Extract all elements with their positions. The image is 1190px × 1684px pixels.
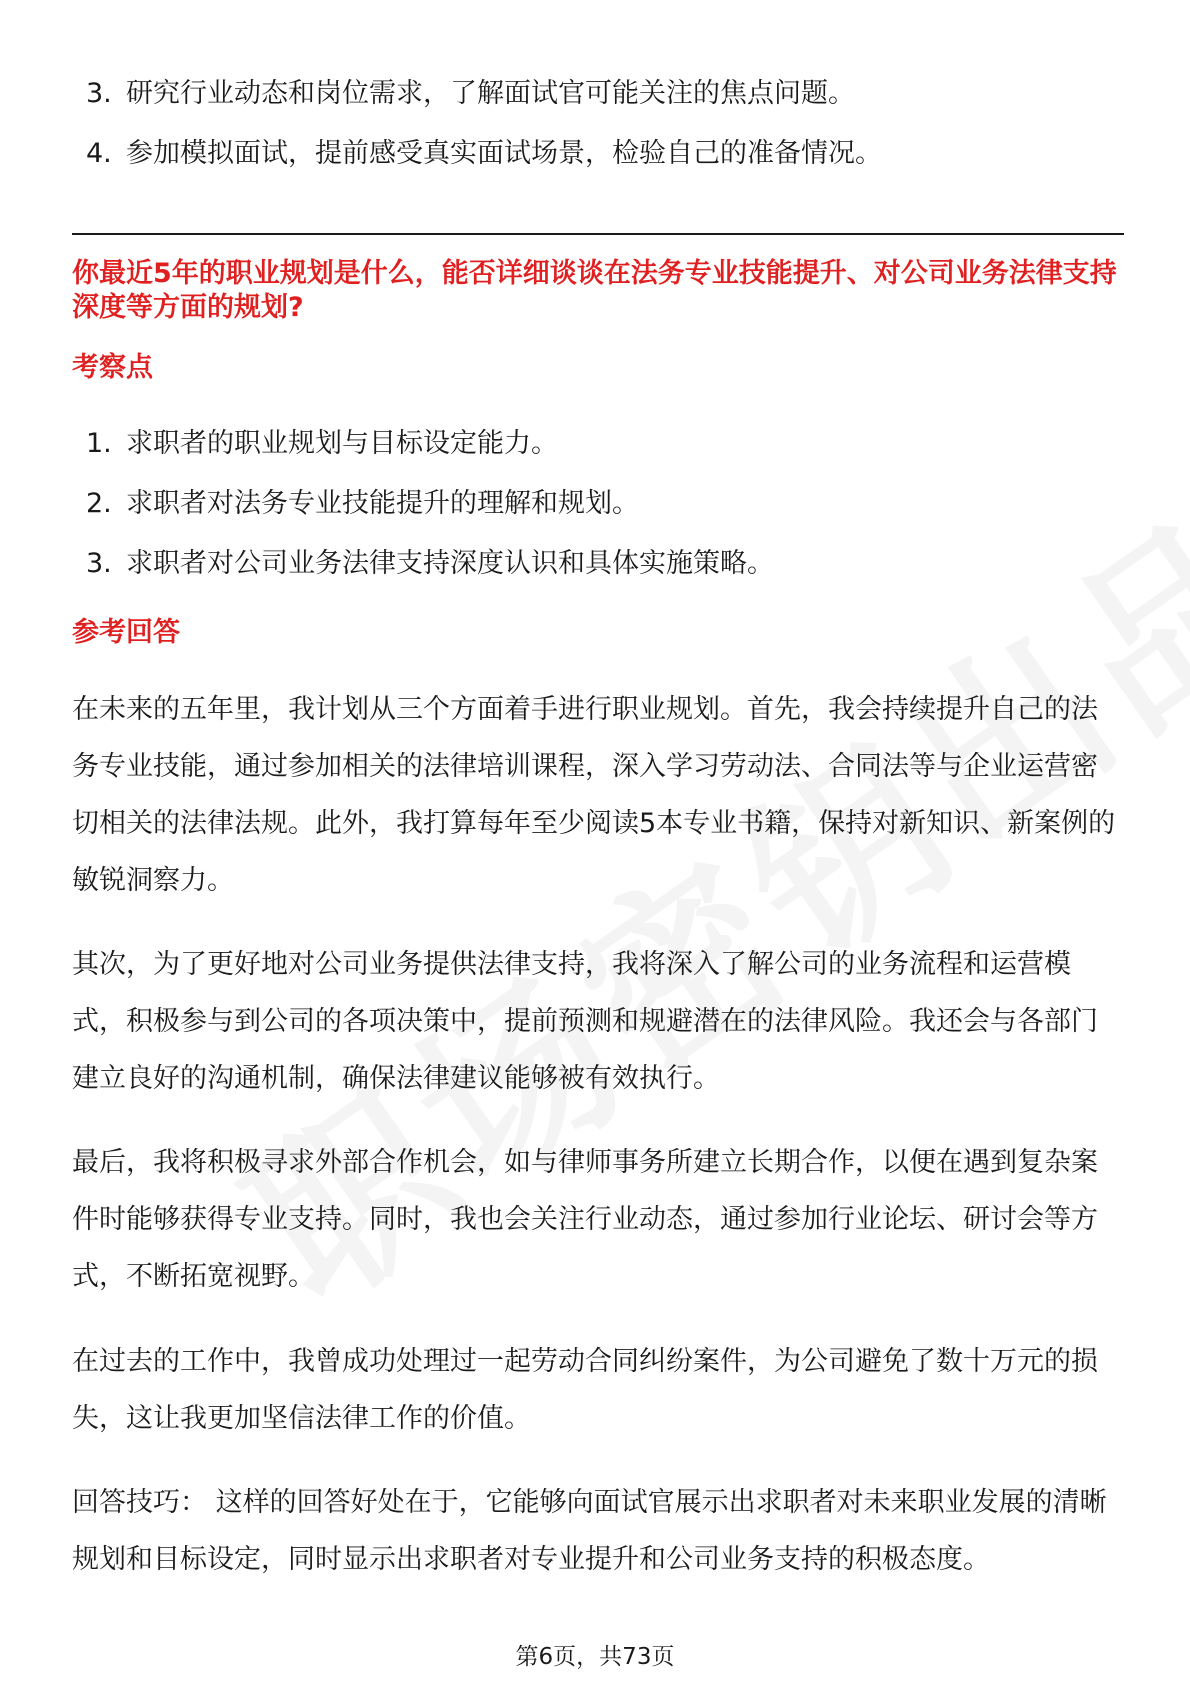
answer-paragraph: 最后，我将积极寻求外部合作机会，如与律师事务所建立长期合作，以便在遇到复杂案件时能够获得专业支持。同时，我也会关注行业动态，通过参加行业论坛、研讨会等方式，不断拓宽视野。 xyxy=(72,1147,1098,1292)
answer-paragraph: 在过去的工作中，我曾成功处理过一起劳动合同纠纷案件，为公司避免了数十万元的损失，这让我更加坚信法律工作的价值。 xyxy=(72,1346,1098,1434)
list-number: 1. xyxy=(86,428,112,459)
list-item xyxy=(72,544,774,604)
list-text: 求职者的职业规划与目标设定能力。 xyxy=(126,428,558,459)
points-heading: 考察点 xyxy=(72,352,153,383)
list-text: 研究行业动态和岗位需求，了解面试官可能关注的焦点问题。 xyxy=(126,78,855,109)
list-item xyxy=(72,134,882,194)
list-text: 求职者对法务专业技能提升的理解和规划。 xyxy=(126,488,639,519)
answer-paragraph: 其次，为了更好地对公司业务提供法律支持，我将深入了解公司的业务流程和运营模式，积极参与到公司的各项决策中，提前预测和规避潜在的法律风险。我还会与各部门建立良好的沟通机制，确保法律建议能够被有效执行。 xyxy=(72,949,1098,1094)
section-divider xyxy=(72,233,1124,235)
page-footer: 第6页，共73页 xyxy=(515,1644,675,1670)
list-item xyxy=(72,74,882,134)
prep-steps-list xyxy=(72,74,882,194)
answer-heading: 参考回答 xyxy=(72,617,180,648)
list-item xyxy=(72,424,774,484)
question-title: 你最近5年的职业规划是什么，能否详细谈谈在法务专业技能提升、对公司业务法律支持深度等方面的规划? xyxy=(72,258,1117,323)
answer-paragraph: 在未来的五年里，我计划从三个方面着手进行职业规划。首先，我会持续提升自己的法务专业技能，通过参加相关的法律培训课程，深入学习劳动法、合同法等与企业运营密切相关的法律法规。此外，我打算每年至少阅读5本专业书籍，保持对新知识、新案例的敏锐洞察力。 xyxy=(72,694,1116,896)
answer-tips: 回答技巧： 这样的回答好处在于，它能够向面试官展示出求职者对未来职业发展的清晰规划和目标设定，同时显示出求职者对专业提升和公司业务支持的积极态度。 xyxy=(72,1487,1107,1575)
list-number: 2. xyxy=(86,488,112,519)
list-number: 3. xyxy=(86,548,112,579)
list-text: 求职者对公司业务法律支持深度认识和具体实施策略。 xyxy=(126,548,774,579)
list-number: 4. xyxy=(86,138,112,169)
list-text: 参加模拟面试，提前感受真实面试场景，检验自己的准备情况。 xyxy=(126,138,882,169)
list-item xyxy=(72,484,774,544)
list-number: 3. xyxy=(86,78,112,109)
assessment-points-list xyxy=(72,424,774,604)
